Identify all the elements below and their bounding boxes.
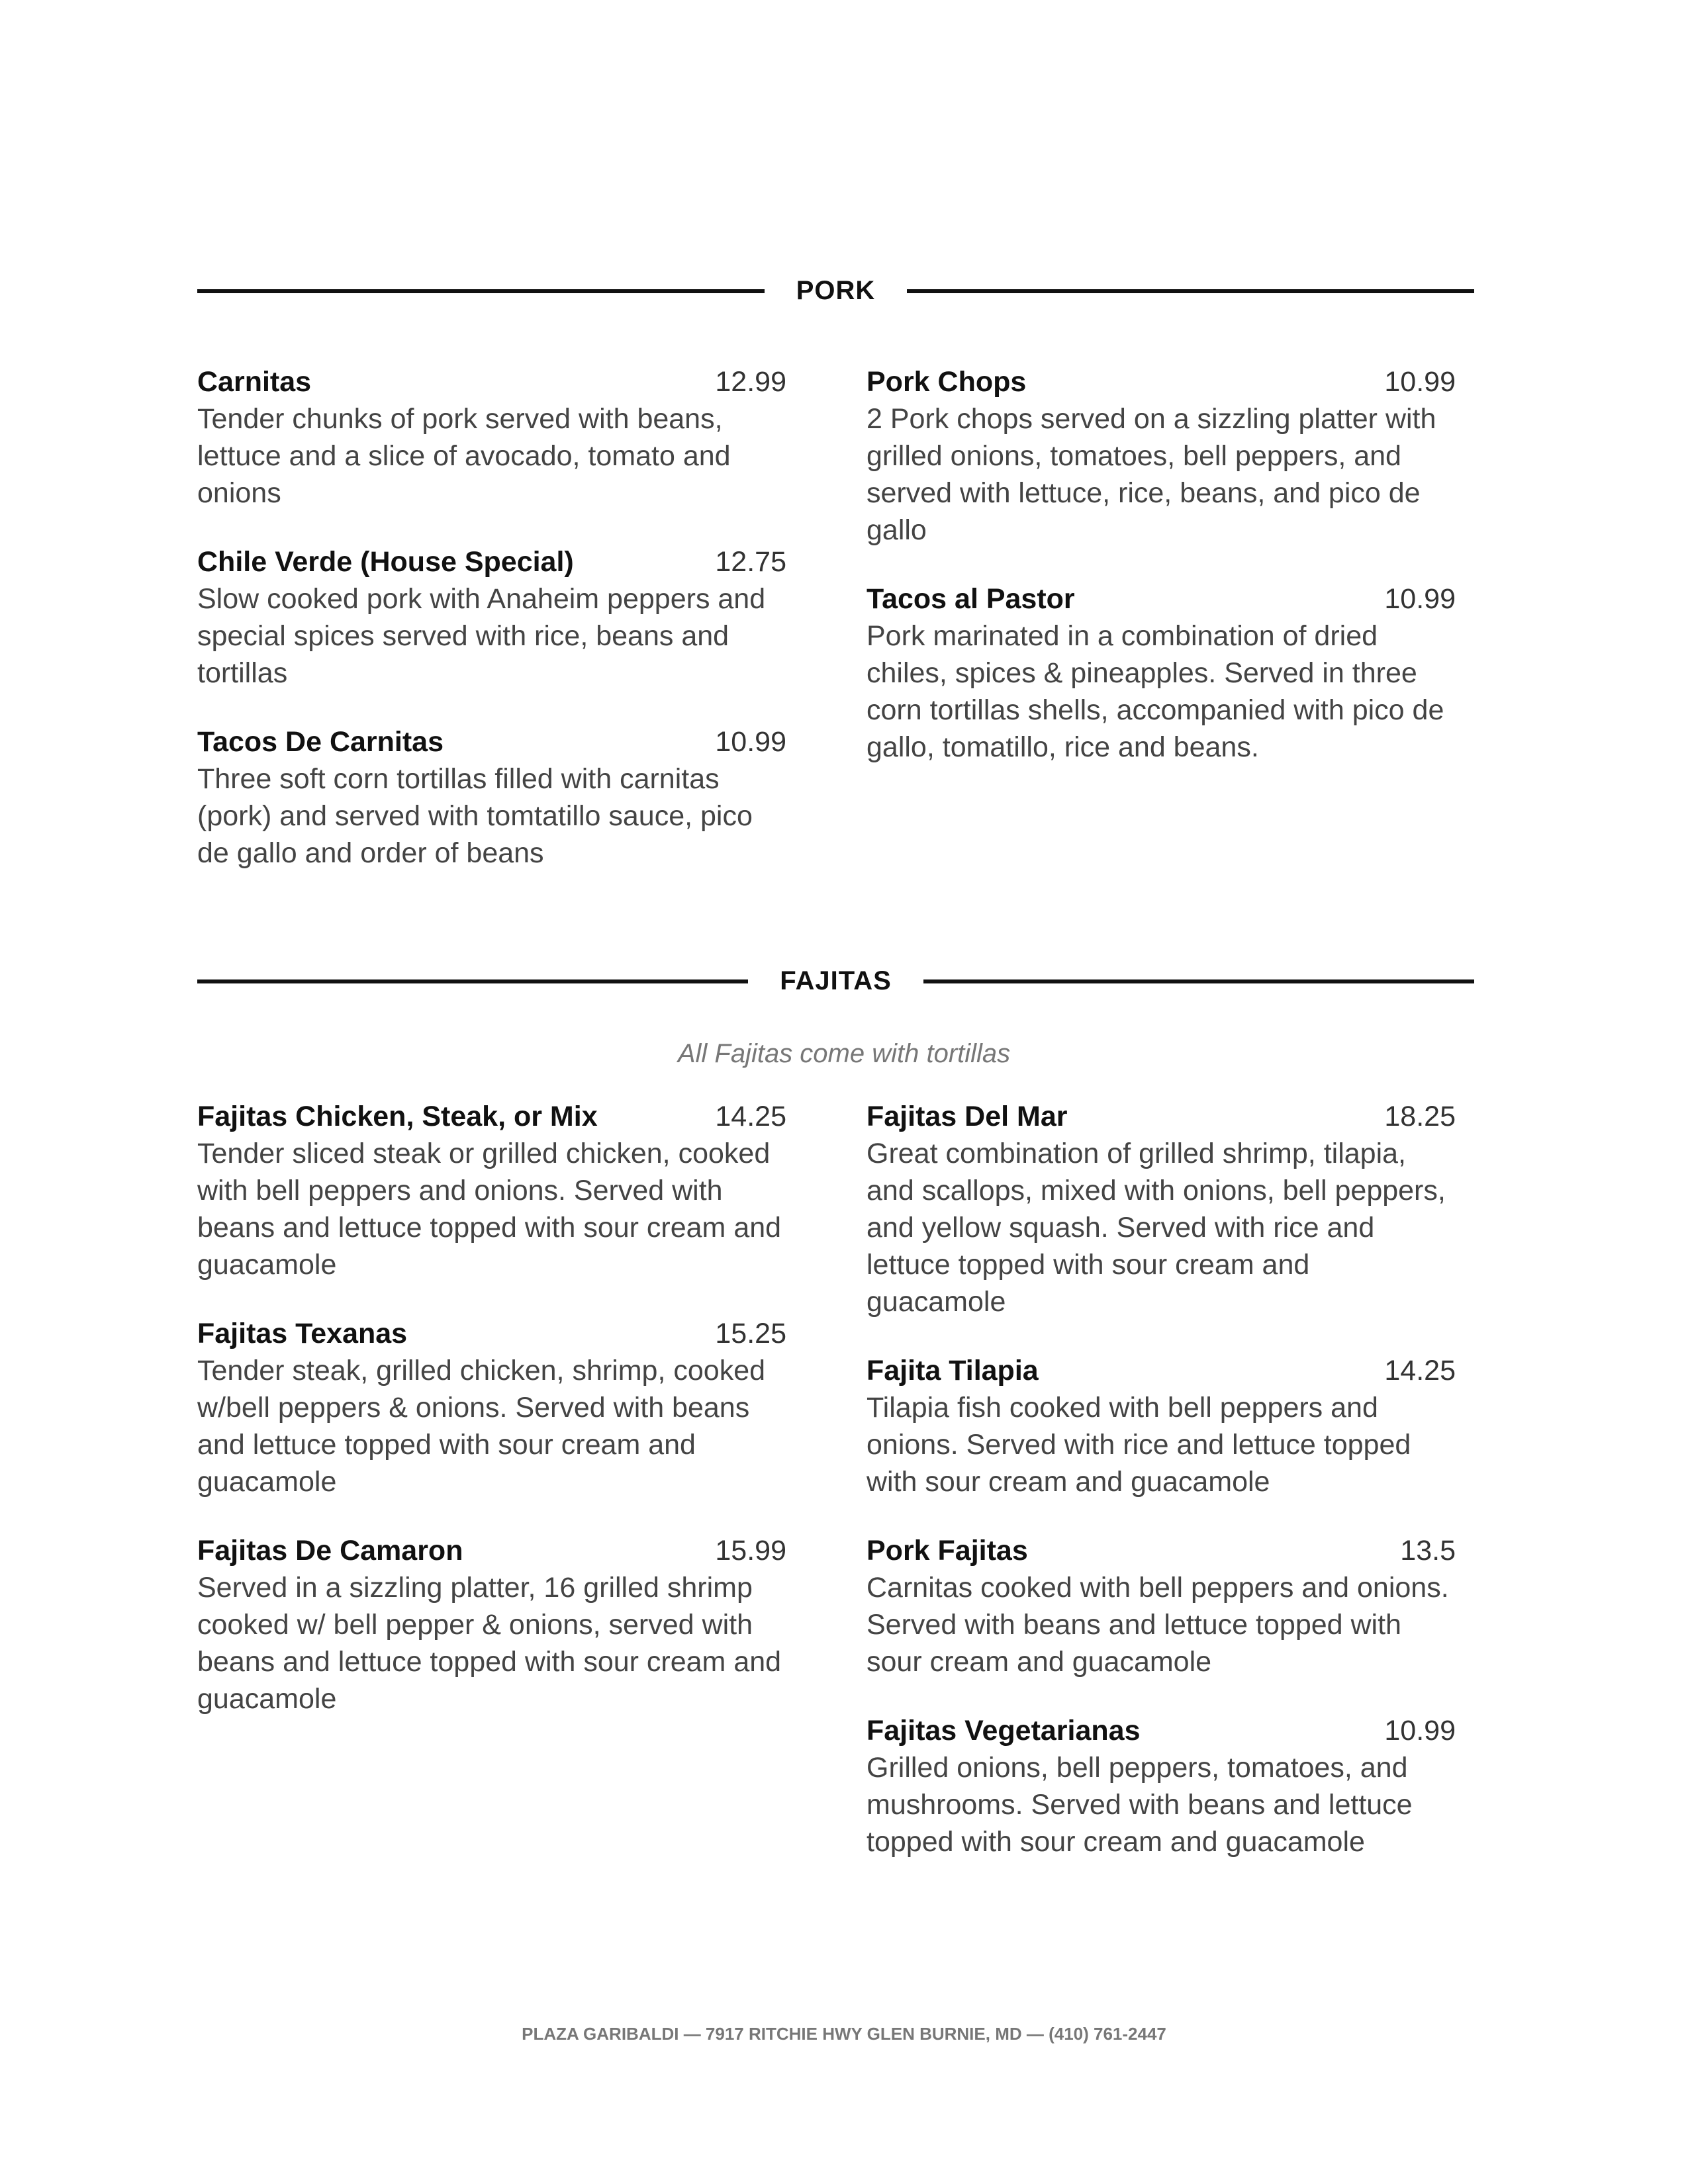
menu-item-header — [867, 363, 1456, 400]
menu-item-description: Carnitas cooked with bell peppers and onions. Served with beans and lettuce topped with sour cream and guacamole — [867, 1572, 1449, 1678]
menu-item-description: Three soft corn tortillas filled with carnitas (pork) and served with tomtatillo sauce, pico de gallo and order of beans — [197, 763, 753, 869]
menu-item-name: Chile Verde (House Special) — [197, 546, 574, 578]
menu-item — [197, 723, 786, 872]
menu-item-price: 10.99 — [1384, 1715, 1456, 1747]
menu-item-name: Carnitas — [197, 366, 312, 398]
menu-item — [867, 363, 1456, 549]
menu-item — [197, 1532, 786, 1717]
menu-item — [867, 1712, 1456, 1860]
menu-item-header — [867, 1098, 1456, 1135]
menu-item — [867, 1098, 1456, 1320]
menu-item-description: 2 Pork chops served on a sizzling platter with grilled onions, tomatoes, bell peppers, and served with lettuce, rice, beans, and pico de gallo — [867, 403, 1436, 546]
menu-item — [197, 543, 786, 692]
pork-left-column — [197, 363, 786, 903]
menu-item — [867, 1532, 1456, 1680]
menu-item-header — [197, 1532, 786, 1569]
menu-item — [197, 363, 786, 512]
pork-right-column — [867, 363, 1456, 797]
section-header-fajitas — [197, 966, 1474, 996]
divider — [907, 289, 1474, 293]
menu-item — [197, 1098, 786, 1283]
menu-item-name: Tacos De Carnitas — [197, 726, 444, 758]
menu-item-price: 15.99 — [715, 1535, 786, 1567]
menu-item-name: Pork Fajitas — [867, 1535, 1028, 1567]
menu-item-name: Fajitas Vegetarianas — [867, 1715, 1141, 1747]
section-title: FAJITAS — [780, 966, 892, 995]
menu-item-price: 13.5 — [1400, 1535, 1456, 1567]
fajitas-right-column — [867, 1098, 1456, 1892]
menu-item-name: Fajitas Del Mar — [867, 1101, 1068, 1132]
divider — [197, 979, 748, 983]
menu-item-header — [197, 363, 786, 400]
divider — [923, 979, 1474, 983]
menu-item-description: Tender chunks of pork served with beans, lettuce and a slice of avocado, tomato and onions — [197, 403, 731, 509]
menu-item-name: Tacos al Pastor — [867, 583, 1075, 615]
menu-item-description: Pork marinated in a combination of dried chiles, spices & pineapples. Served in three corn tortillas shells, accompanied with pico de gallo, tomatillo, rice and beans. — [867, 620, 1444, 763]
menu-item-price: 15.25 — [715, 1318, 786, 1349]
section-subtitle: All Fajitas come with tortillas — [677, 1039, 1011, 1068]
menu-item-description: Tilapia fish cooked with bell peppers and onions. Served with rice and lettuce topped with sour cream and guacamole — [867, 1392, 1411, 1498]
menu-item-price: 18.25 — [1384, 1101, 1456, 1132]
menu-item-header — [197, 723, 786, 760]
menu-item-header — [867, 580, 1456, 617]
menu-item-price: 14.25 — [1384, 1355, 1456, 1387]
menu-item-description: Tender steak, grilled chicken, shrimp, cooked w/bell peppers & onions. Served with beans and lettuce topped with sour cream and guacamole — [197, 1355, 766, 1498]
menu-item-price: 10.99 — [715, 726, 786, 758]
menu-item-header — [867, 1352, 1456, 1389]
menu-item-name: Fajitas Texanas — [197, 1318, 408, 1349]
menu-item-name: Fajitas De Camaron — [197, 1535, 463, 1567]
menu-item — [867, 580, 1456, 766]
menu-item-price: 10.99 — [1384, 366, 1456, 398]
menu-item-name: Pork Chops — [867, 366, 1027, 398]
fajitas-left-column — [197, 1098, 786, 1749]
menu-item-description: Served in a sizzling platter, 16 grilled shrimp cooked w/ bell pepper & onions, served with beans and lettuce topped with sour cream and guacamole — [197, 1572, 782, 1715]
menu-item-header — [197, 543, 786, 580]
menu-item-name: Fajita Tilapia — [867, 1355, 1039, 1387]
section-title: PORK — [796, 276, 876, 305]
menu-item-price: 14.25 — [715, 1101, 786, 1132]
menu-item — [197, 1315, 786, 1500]
menu-item — [867, 1352, 1456, 1500]
menu-item-header — [867, 1712, 1456, 1749]
section-header-pork — [197, 276, 1474, 306]
menu-item-price: 12.99 — [715, 366, 786, 398]
menu-item-price: 12.75 — [715, 546, 786, 578]
menu-item-description: Tender sliced steak or grilled chicken, cooked with bell peppers and onions. Served with beans and lettuce topped with sour cream and guacamole — [197, 1138, 782, 1281]
divider — [197, 289, 765, 293]
menu-item-description: Grilled onions, bell peppers, tomatoes, and mushrooms. Served with beans and lettuce topped with sour cream and guacamole — [867, 1752, 1413, 1858]
menu-item-name: Fajitas Chicken, Steak, or Mix — [197, 1101, 598, 1132]
footer-address: PLAZA GARIBALDI — 7917 RITCHIE HWY GLEN BURNIE, MD — (410) 761-2447 — [522, 2024, 1166, 2044]
menu-item-description: Great combination of grilled shrimp, tilapia, and scallops, mixed with onions, bell peppers, and yellow squash. Served with rice and lettuce topped with sour cream and guacamole — [867, 1138, 1446, 1318]
menu-item-description: Slow cooked pork with Anaheim peppers and special spices served with rice, beans and tortillas — [197, 583, 766, 689]
menu-item-header — [197, 1315, 786, 1352]
menu-item-price: 10.99 — [1384, 583, 1456, 615]
menu-item-header — [867, 1532, 1456, 1569]
menu-item-header — [197, 1098, 786, 1135]
